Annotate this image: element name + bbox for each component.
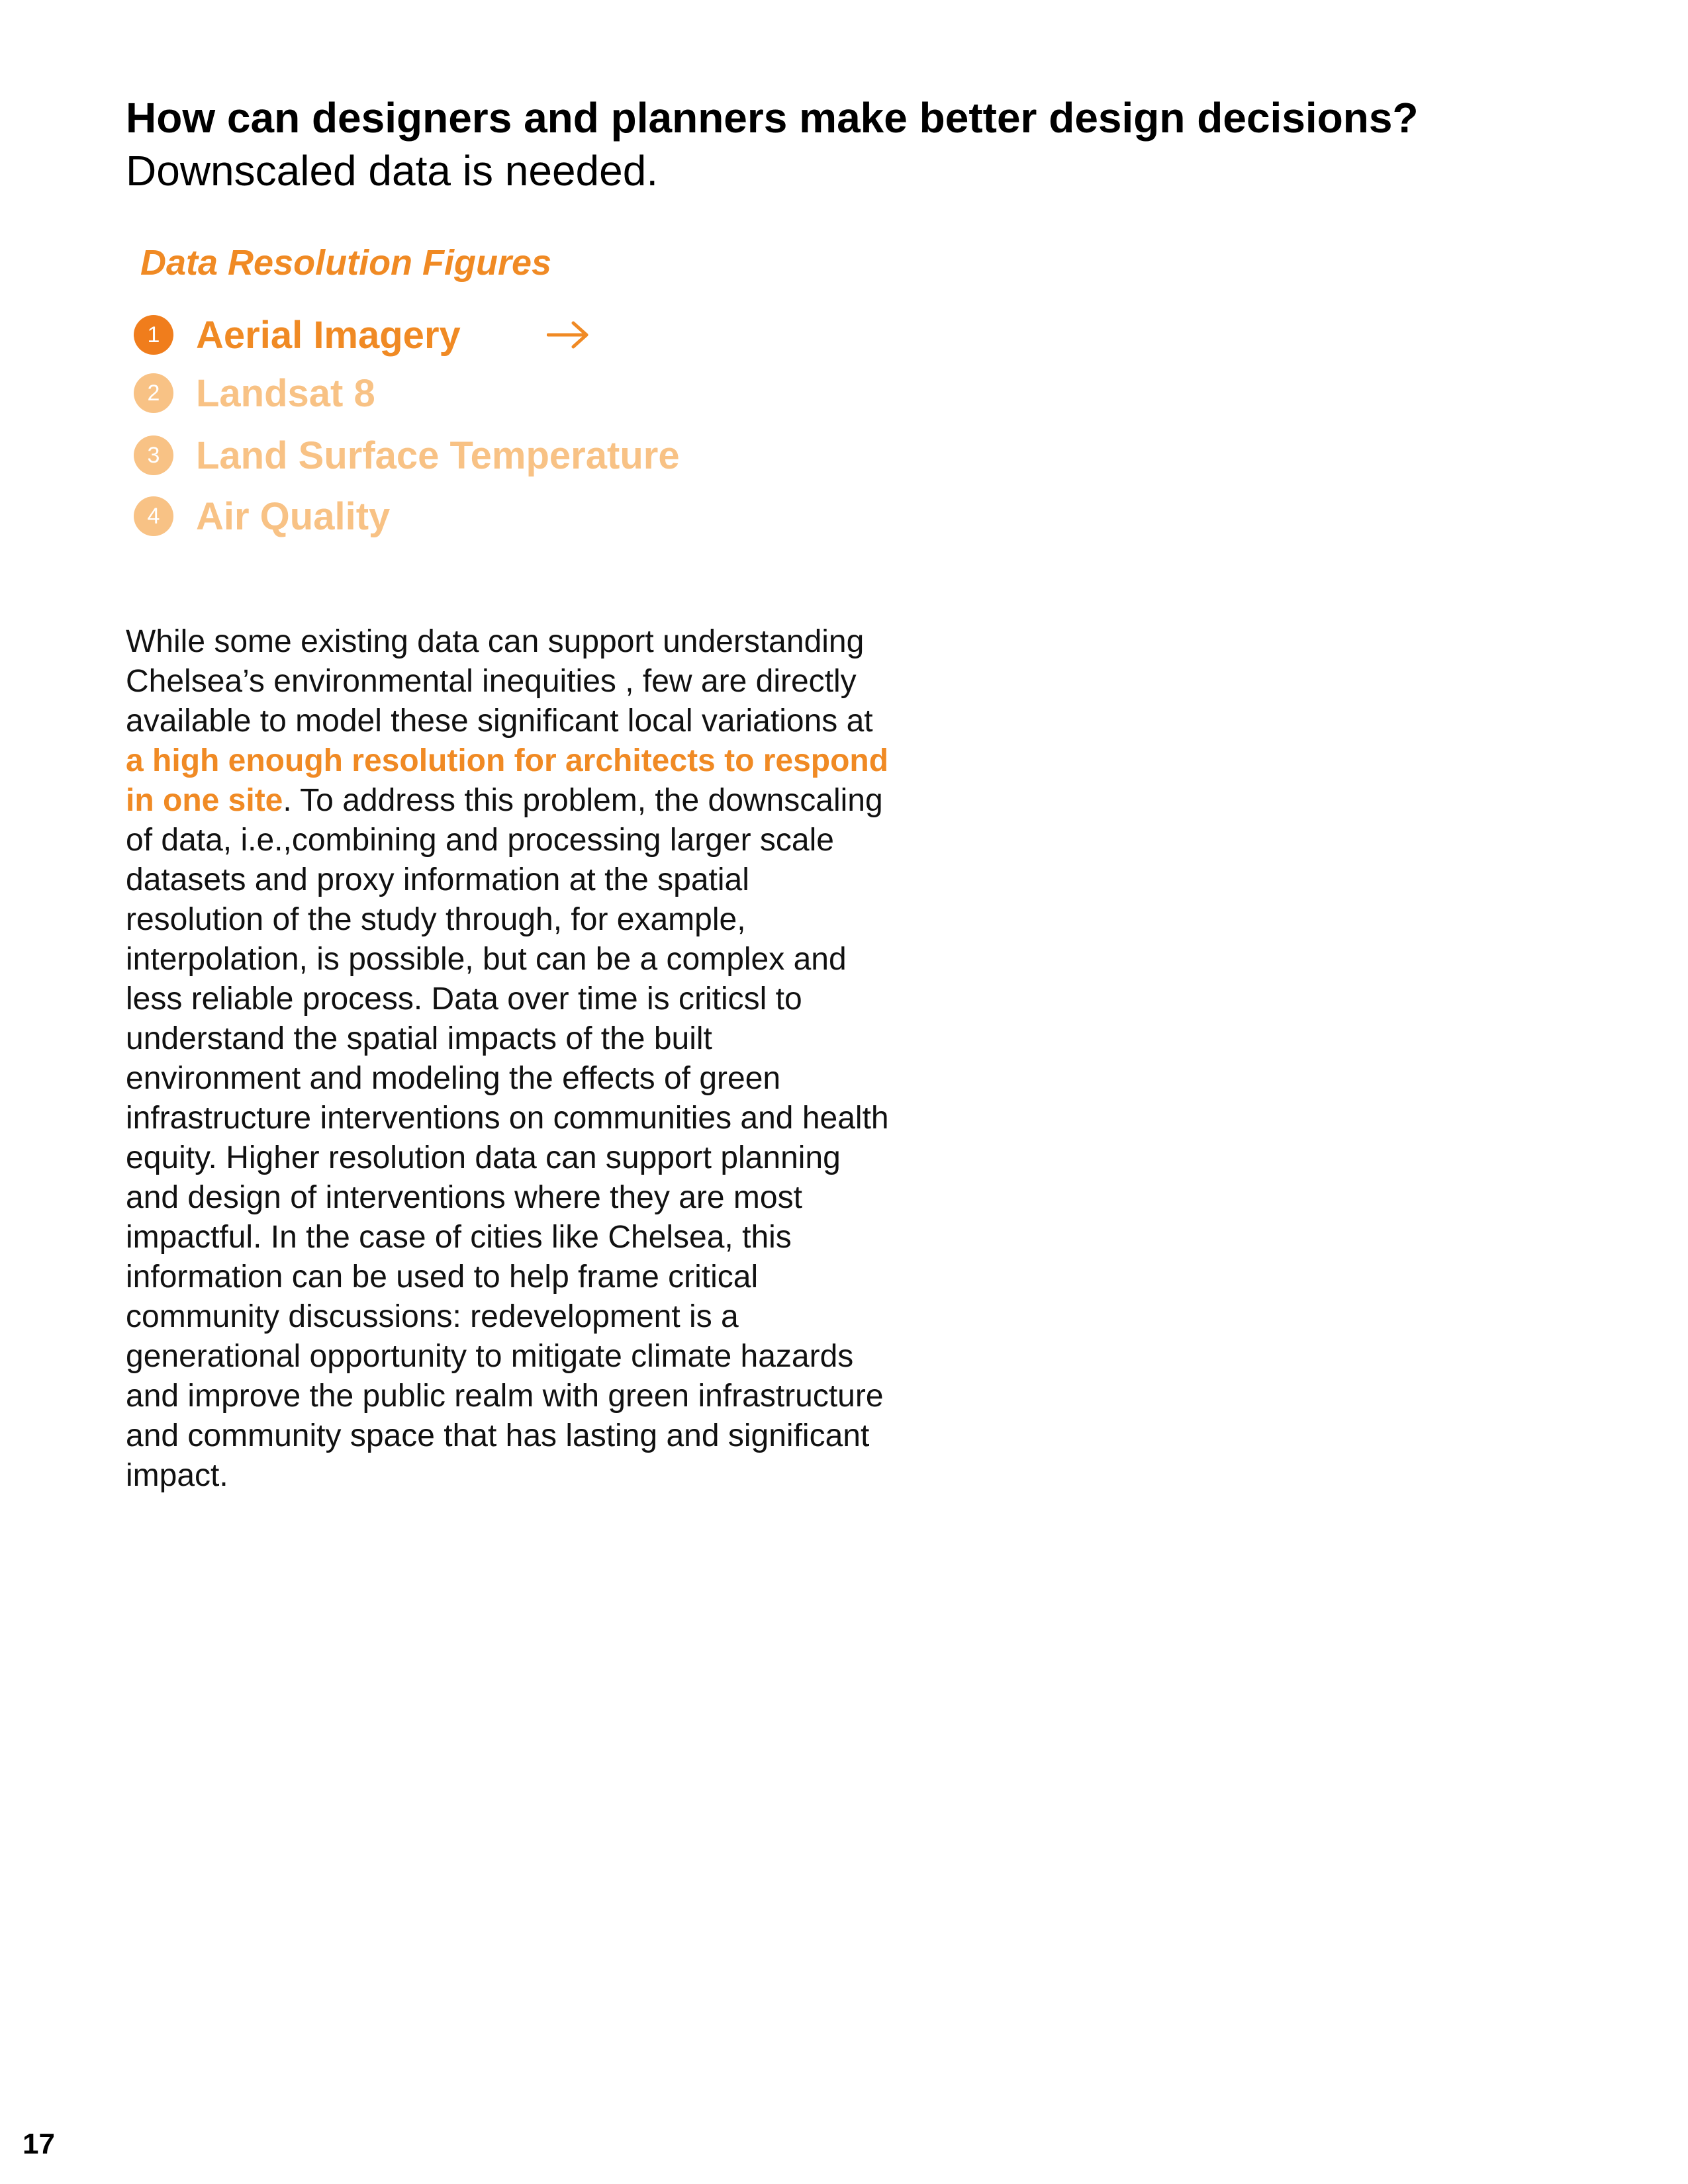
- figure-item-landsat-8[interactable]: [134, 367, 375, 420]
- arrow-right-icon[interactable]: [547, 320, 590, 349]
- figure-label: Land Surface Temperature: [196, 433, 680, 477]
- page-title: How can designers and planners make better design decisions?: [126, 94, 1419, 142]
- body-highlight: a high enough resolution for architects to respond in one site: [126, 743, 889, 818]
- figure-number-badge: 4: [134, 496, 173, 536]
- figure-label: Air Quality: [196, 494, 391, 538]
- body-text-after: . To address this problem, the downscaling of data, i.e.,combining and processing larger scale datasets and proxy information at the spatial resolution of the study through, for example, interpolation, is possible, but can be a complex and less reliable process. Data over time is criticsl to understand the spatial impacts of the built environment and modeling the effects of green infrastructure interventions on communities and health equity. Higher resolution data can support planning and design of interventions where they are most impactful. In the case of cities like Chelsea, this information can be used to help frame critical community discussions: redevelopment is a generational opportunity to mitigate climate hazards and improve the public realm with green infrastructure and community space that has lasting and significant impact.: [126, 783, 889, 1493]
- page-subtitle: Downscaled data is needed.: [126, 147, 659, 195]
- figures-heading: Data Resolution Figures: [140, 243, 552, 283]
- figure-item-air-quality[interactable]: [134, 490, 390, 543]
- figure-number-badge: 1: [134, 315, 173, 355]
- figure-item-land-surface-temperature[interactable]: [134, 429, 680, 482]
- figure-number-badge: 2: [134, 373, 173, 413]
- figure-label: Aerial Imagery: [196, 313, 461, 357]
- figure-label: Landsat 8: [196, 371, 375, 415]
- page-number: 17: [23, 2128, 55, 2160]
- figure-number-badge: 3: [134, 435, 173, 475]
- body-text-before: While some existing data can support understanding Chelsea’s environmental inequities , few are directly available to model these significant local variations at: [126, 624, 873, 739]
- figure-item-aerial-imagery[interactable]: [134, 308, 590, 361]
- body-paragraph: [126, 622, 894, 1496]
